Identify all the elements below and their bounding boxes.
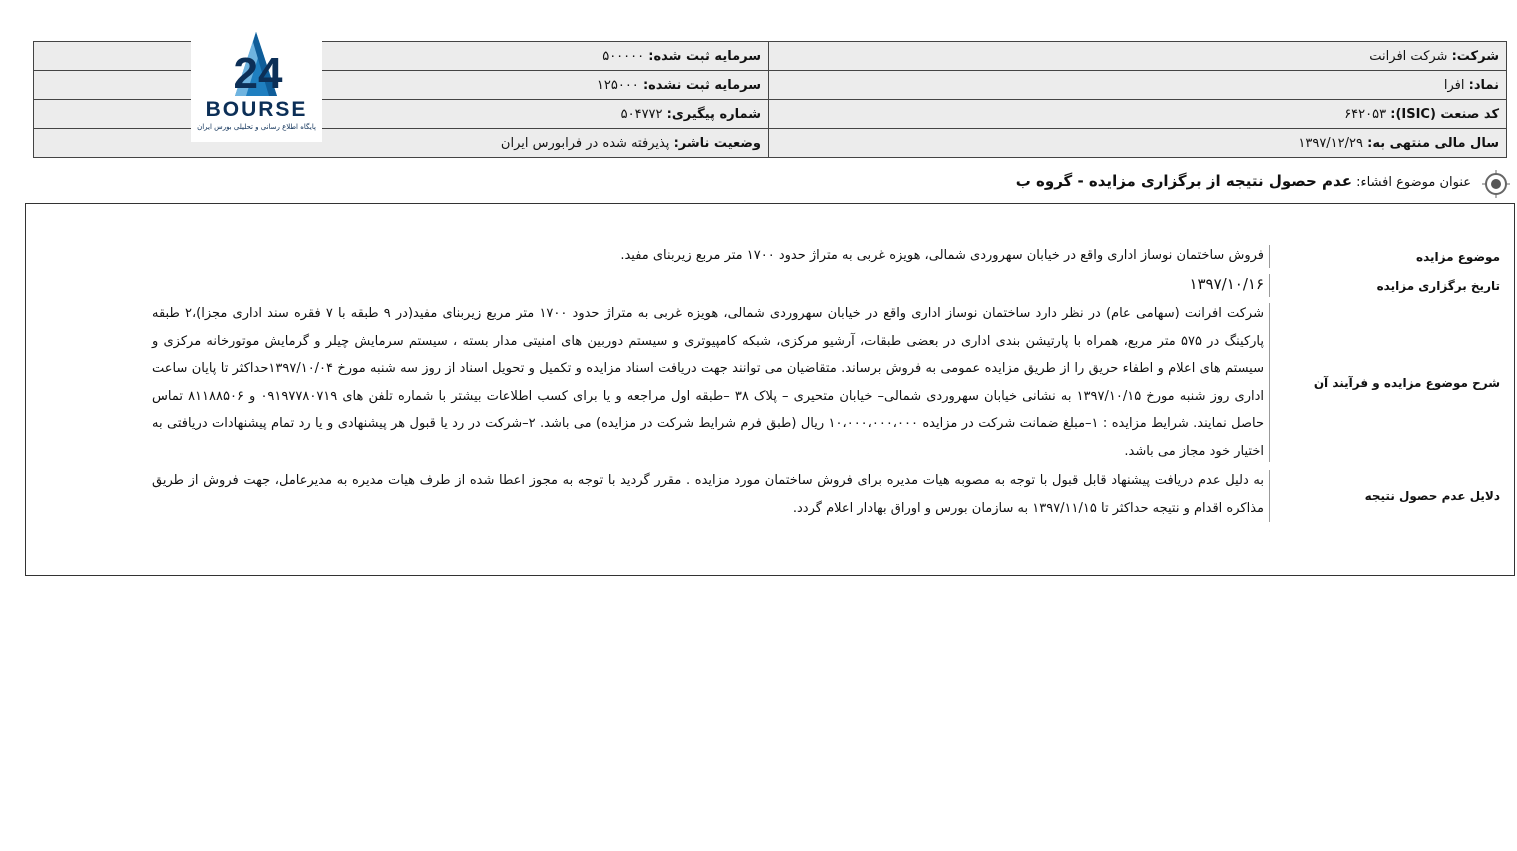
disclosure-title xyxy=(1016,172,1471,190)
row-divider xyxy=(1269,303,1270,462)
detail-value: ۱۳۹۷/۱۰/۱۶ xyxy=(1189,275,1264,293)
detail-label: شرح موضوع مزایده و فرآیند آن xyxy=(1313,375,1500,390)
company-label: شرکت: xyxy=(1451,48,1499,64)
registered-capital-cell xyxy=(34,42,769,71)
symbol-label: نماد: xyxy=(1468,77,1499,93)
tracking-value: ۵۰۴۷۷۲ xyxy=(620,106,663,122)
row-divider xyxy=(1269,245,1270,268)
target-bullet-icon xyxy=(1482,170,1510,198)
fiscal-value: ۱۳۹۷/۱۲/۲۹ xyxy=(1298,135,1363,151)
detail-row-reasons xyxy=(26,467,1514,525)
tracking-cell xyxy=(34,100,769,129)
logo-word: BOURSE xyxy=(205,98,308,121)
unregistered-capital-cell xyxy=(34,71,769,100)
unregistered-capital-value: ۱۲۵۰۰۰ xyxy=(596,77,639,93)
logo-subtitle: پایگاه اطلاع رسانی و تحلیلی بورس ایران xyxy=(197,123,316,131)
detail-value: شرکت افرانت (سهامی عام) در نظر دارد ساختمان نوساز اداری واقع در خیابان سهروردی شمالی، هویزه غربی به متراژ حدود ۱۷۰۰ متر مربع زیربنای مفید(در ۹ طبقه با ۷ فقره سند اداری مجزا)،۲ طبقه پارکینگ در ۵۷۵ متر مربع، همراه با پارتیشن بندی اداری در بعضی طبقات، آرشیو مرکزی، شبکه کامپیوتری و سیستم دوربین های امنیتی مدار بسته ، سیستم سرمایش چیلر و گرمایش موتورخانه مرکزی و سیستم های اعلام و اطفاء حریق را از طریق مزایده عمومی به فروش برساند. متقاضیان می توانند جهت دریافت اسناد مزایده و تکمیل و تحویل اسناد از روز سه شنبه مورخ ۱۳۹۷/۱۰/۰۴حداکثر تا پایان ساعت اداری روز شنبه مورخ ۱۳۹۷/۱۰/۱۵ به نشانی خیابان سهروردی شمالی– خیابان متحیری – پلاک ۳۸ –طبقه اول مراجعه و یا برای کسب اطلاعات بیشتر با شماره تلفن های ۰۹۱۹۷۷۸۰۷۱۹ و ۸۱۱۸۸۵۰۶ تماس حاصل نمایند. شرایط مزایده : ۱–مبلغ ضمانت شرکت در مزایده ۱۰،۰۰۰،۰۰۰،۰۰۰ ریال (طبق فرم شرایط شرکت در مزایده) می باشد. ۲–شرکت در رد یا قبول هر پیشنهادی و یا رد تمام پیشنهادات دریافتی به اختیار خود مجاز می باشد. xyxy=(152,306,1265,459)
company-cell xyxy=(769,42,1507,71)
detail-row-date xyxy=(26,271,1514,300)
isic-cell xyxy=(769,100,1507,129)
registered-capital-value: ۵۰۰۰۰۰ xyxy=(602,48,645,64)
details-panel xyxy=(25,203,1515,576)
detail-label: موضوع مزایده xyxy=(1416,249,1500,264)
symbol-value: افرا xyxy=(1443,77,1465,93)
status-cell xyxy=(34,129,769,158)
fiscal-label: سال مالی منتهی به: xyxy=(1367,135,1499,151)
logo-mark-icon xyxy=(191,14,322,100)
logo-number: 24 xyxy=(233,49,283,98)
detail-row-subject xyxy=(26,242,1514,271)
detail-value: فروش ساختمان نوساز اداری واقع در خیابان سهروردی شمالی، هویزه غربی به متراژ حدود ۱۷۰۰ متر مربع زیربنای مفید. xyxy=(620,248,1264,263)
detail-label: دلایل عدم حصول نتیجه xyxy=(1364,489,1500,503)
disclosure-title-label: عنوان موضوع افشاء: xyxy=(1356,175,1471,190)
row-divider xyxy=(1269,274,1270,297)
bourse24-logo xyxy=(191,14,322,142)
isic-value: ۶۴۲۰۵۳ xyxy=(1344,106,1387,122)
row-divider xyxy=(1269,470,1270,522)
unregistered-capital-label: سرمایه ثبت نشده: xyxy=(642,77,761,93)
status-label: وضعیت ناشر: xyxy=(673,135,761,151)
fiscal-cell xyxy=(769,129,1507,158)
isic-label: کد صنعت (ISIC): xyxy=(1390,106,1499,122)
symbol-cell xyxy=(769,71,1507,100)
detail-label: تاریخ برگزاری مزایده xyxy=(1376,278,1500,293)
disclosure-title-value: عدم حصول نتیجه از برگزاری مزایده - گروه ب xyxy=(1015,172,1352,190)
registered-capital-label: سرمایه ثبت شده: xyxy=(648,48,761,64)
tracking-label: شماره پیگیری: xyxy=(666,106,761,122)
detail-value: به دلیل عدم دریافت پیشنهاد قابل قبول با توجه به مصوبه هیات مدیره برای فروش ساختمان مورد مزایده . مقرر گردید با توجه به مجوز اعطا شده از طرف هیات مدیره به مدیرعامل، جهت فروش از طریق مذاکره اقدام و نتیجه حداکثر تا ۱۳۹۷/۱۱/۱۵ به سازمان بورس و اوراق بهادار اعلام گردد. xyxy=(152,473,1264,516)
company-value: شرکت افرانت xyxy=(1369,48,1448,64)
status-value: پذیرفته شده در فرابورس ایران xyxy=(500,135,670,151)
detail-row-description xyxy=(26,300,1514,465)
